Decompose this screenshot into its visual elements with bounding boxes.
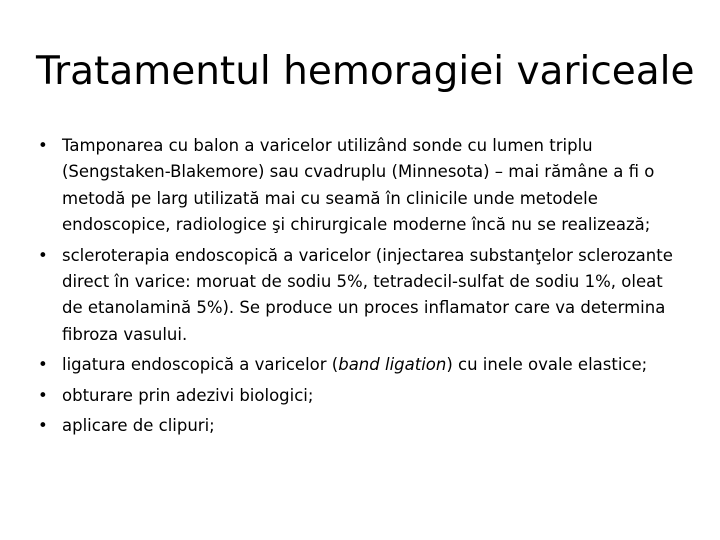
bullet-item-clips xyxy=(36,413,676,439)
bullet-text: scleroterapia endoscopică a varicelor (injectarea substanţelor sclerozante direct în varice: moruat de sodiu 5%, tetradecil-sulfat de sodiu 1%, oleat de etanolamină 5%). Se produce un proces inflamator care va determina fibroza vasului. xyxy=(62,245,673,344)
bullet-text-after: ) cu inele ovale elastice; xyxy=(446,355,648,375)
bullet-icon: • xyxy=(38,385,48,405)
slide-title: Tratamentul hemoragiei variceale xyxy=(36,49,695,94)
bullet-text-before: ligatura endoscopică a varicelor ( xyxy=(62,355,339,375)
bullet-item-biological-adhesives xyxy=(36,383,676,409)
bullet-list xyxy=(36,133,676,443)
bullet-icon: • xyxy=(38,136,48,155)
bullet-text xyxy=(62,355,647,374)
bullet-item-band-ligation xyxy=(36,352,676,378)
bullet-item-sclerotherapy xyxy=(36,243,676,349)
bullet-text: obturare prin adezivi biologici; xyxy=(62,385,314,405)
bullet-text: Tamponarea cu balon a varicelor utilizând sonde cu lumen triplu (Sengstaken-Blakemore) sau cvadruplu (Minnesota) – mai rămâne a fi o metodă pe larg utilizată mai cu seamă în clinicile unde metodele endoscopice, radiologice şi chirurgicale moderne încă nu se realizează; xyxy=(62,136,655,235)
bullet-text: aplicare de clipuri; xyxy=(62,416,215,436)
bullet-icon: • xyxy=(38,355,48,375)
bullet-icon: • xyxy=(38,416,48,436)
bullet-text-italic: band ligation xyxy=(338,355,447,375)
bullet-icon: • xyxy=(38,245,48,265)
bullet-item-balloon-tamponade xyxy=(36,133,676,239)
